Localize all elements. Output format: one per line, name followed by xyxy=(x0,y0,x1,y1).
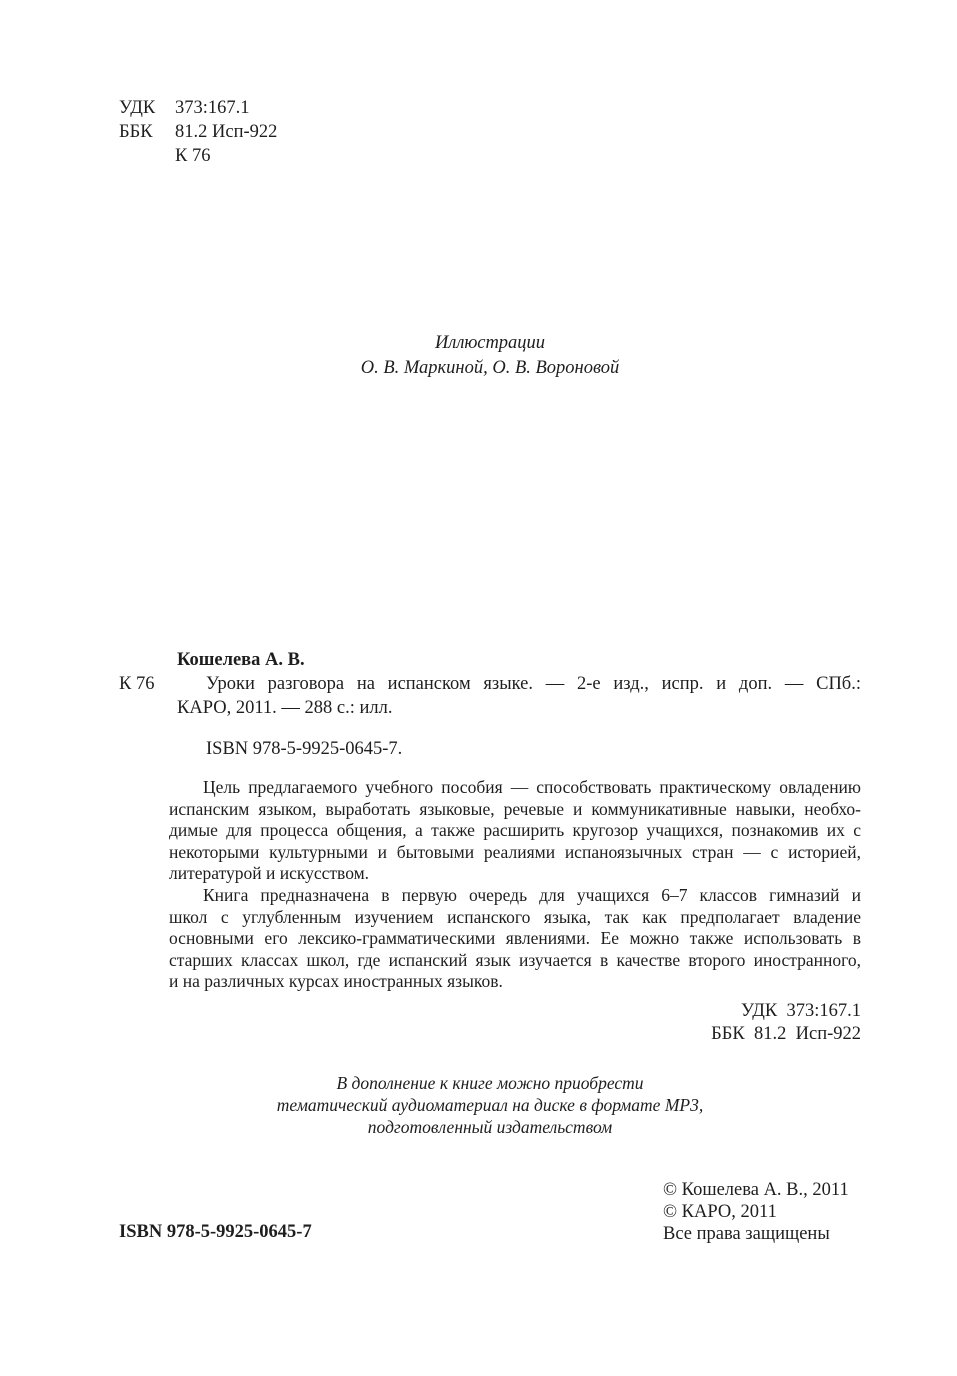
bbk-value: 81.2 Исп-922 xyxy=(175,122,278,142)
rights-reserved: Все права защищены xyxy=(663,1224,830,1244)
annotation-line: Цель предлагаемого учебного пособия — способствовать практическому овладению xyxy=(203,777,861,797)
supplement-line: тематический аудиоматериал на диске в формате MP3, xyxy=(276,1095,704,1115)
illustrations-heading: Иллюстрации xyxy=(434,333,546,353)
annotation-line: школ с углубленным изучением испанского языка, так как предполагает владение xyxy=(169,906,861,927)
copyright-publisher: © КАРО, 2011 xyxy=(663,1202,777,1222)
card-author: Кошелева А. В. xyxy=(177,650,305,670)
annotation-line: и на различных курсах иностранных языков. xyxy=(169,971,503,992)
udk-label: УДК xyxy=(119,98,156,118)
footer-isbn: ISBN 978-5-9925-0645-7 xyxy=(119,1222,312,1242)
bbk-label: ББК xyxy=(119,122,153,142)
annotation-line: испанским языком, выработать языковые, речевые и коммуникативные навыки, необхо- xyxy=(169,798,861,819)
card-sign: К 76 xyxy=(119,674,155,694)
author-sign: К 76 xyxy=(175,146,211,166)
supplement-line: В дополнение к книге можно приобрести xyxy=(336,1073,644,1093)
supplement-line: подготовленный издательством xyxy=(367,1117,613,1137)
card-isbn: ISBN 978-5-9925-0645-7. xyxy=(206,739,403,759)
annotation-line: литературой и искусством. xyxy=(169,863,370,884)
annotation-paragraph-1 xyxy=(169,777,861,885)
udk-line xyxy=(119,96,250,120)
illustrators-names: О. В. Маркиной, О. В. Вороновой xyxy=(360,358,620,378)
card-title-line2: КАРО, 2011. — 288 с.: илл. xyxy=(177,698,393,718)
copyright-author: © Кошелева А. В., 2011 xyxy=(663,1180,849,1200)
annotation-line: основными его лексико-грамматическими явлениями. Ее можно также использовать в xyxy=(169,928,861,949)
bbk-line xyxy=(119,120,277,144)
card-udk: УДК 373:167.1 xyxy=(741,1001,861,1021)
annotation-line: Книга предназначена в первую очередь для учащихся 6–7 классов гимназий и xyxy=(203,885,861,905)
annotation-line: старших классах школ, где испанский язык изучается в качестве второго иностранного, xyxy=(169,949,861,970)
annotation-line: димые для процесса общения, а также расширить кругозор учащихся, познакомив их с xyxy=(169,820,861,841)
udk-value: 373:167.1 xyxy=(175,98,250,118)
card-bbk: ББК 81.2 Исп-922 xyxy=(711,1024,861,1044)
annotation-line: некоторыми культурными и бытовыми реалиями испаноязычных стран — с историей, xyxy=(169,841,861,862)
card-title-line1: Уроки разговора на испанском языке. — 2-е изд., испр. и доп. — СПб.: xyxy=(206,674,861,694)
annotation-paragraph-2 xyxy=(169,885,861,993)
